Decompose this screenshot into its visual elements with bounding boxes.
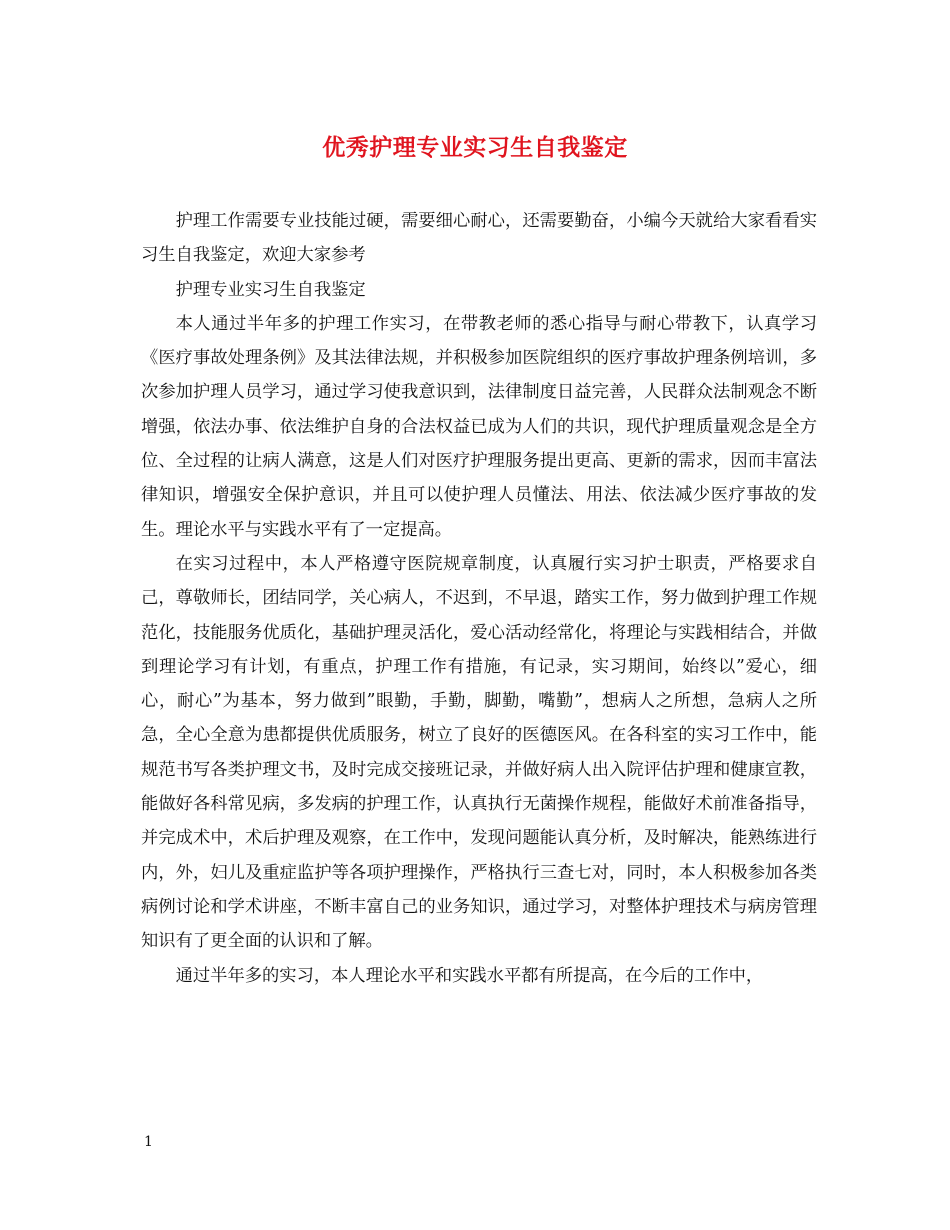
paragraph-subheading: 护理专业实习生自我鉴定 [175,279,366,300]
document-title: 优秀护理专业实习生自我鉴定 [322,134,628,161]
paragraph-conclusion: 通过半年多的实习，本人理论水平和实践水平都有所提高，在今后的工作中， [175,965,764,986]
paragraph-intro: 护理工作需要专业技能过硬，需要细心耐心，还需要勤奋，小编今天就给大家看看实习生自我鉴定，欢迎大家参考 [141,211,817,266]
paragraph-internship-process: 在实习过程中，本人严格遵守医院规章制度，认真履行实习护士职责，严格要求自己，尊敬师长，团结同学，关心病人，不迟到，不早退，踏实工作，努力做到护理工作规范化，技能服务优质化，基础护理灵活化，爱心活动经常化，将理论与实践相结合，并做到理论学习有计划，有重点，护理工作有措施，有记录，实习期间，始终以”爱心，细心，耐心”为基本，努力做到”眼勤，手勤，脚勤，嘴勤”，想病人之所想，急病人之所急，全心全意为患都提供优质服务，树立了良好的医德医风。在各科室的实习工作中，能规范书写各类护理文书，及时完成交接班记录，并做好病人出入院评估护理和健康宣教，能做好各科常见病，多发病的护理工作，认真执行无菌操作规程，能做好术前准备指导，并完成术中，术后护理及观察，在工作中，发现问题能认真分析，及时解决，能熟练进行内，外，妇儿及重症监护等各项护理操作，严格执行三查七对，同时，本人积极参加各类病例讨论和学术讲座，不断丰富自己的业务知识，通过学习，对整体护理技术与病房管理知识有了更全面的认识和了解。 [141,553,817,952]
page-number: 1 [144,1134,153,1150]
document-body [141,204,817,993]
paragraph-legal-study: 本人通过半年多的护理工作实习，在带教老师的悉心指导与耐心带教下，认真学习《医疗事故处理条例》及其法律法规，并积极参加医院组织的医疗事故护理条例培训，多次参加护理人员学习，通过学习使我意识到，法律制度日益完善，人民群众法制观念不断增强，依法办事、依法维护自身的合法权益已成为人们的共识，现代护理质量观念是全方位、全过程的让病人满意，这是人们对医疗护理服务提出更高、更新的需求，因而丰富法律知识，增强安全保护意识，并且可以使护理人员懂法、用法、依法减少医疗事故的发生。理论水平与实践水平有了一定提高。 [141,313,817,540]
